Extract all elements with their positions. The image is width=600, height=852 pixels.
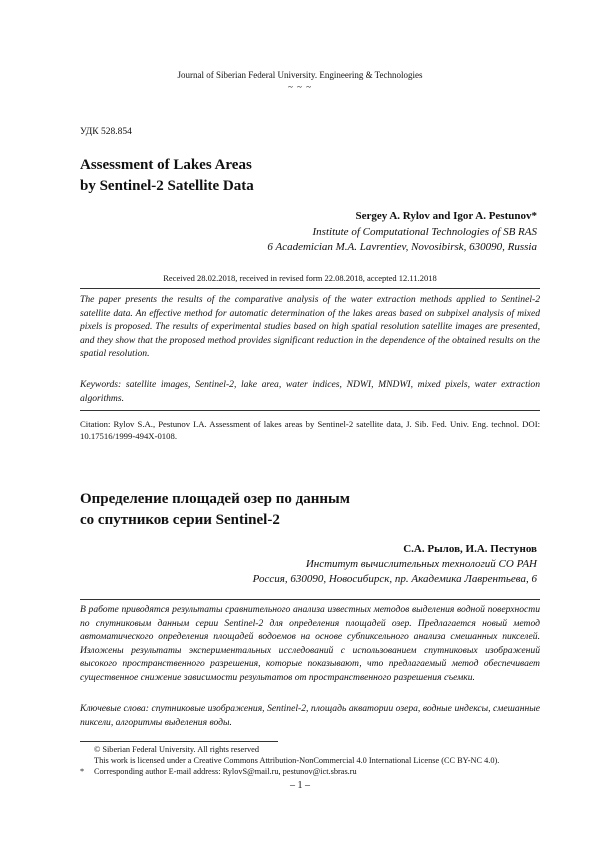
abstract-en: The paper presents the results of the comparative analysis of the water extraction methods applied to Sentinel-2 satellite data. An effective method for automatic determination of the lakes areas based on subpixel analysis of mixed pixels is proposed. The results of experimental studies based on high spatial resolution satellite images are presented, and they show that the proposed method provides significant reduction in the dependence of the obtained results on the spatial resolution. (80, 294, 540, 359)
journal-header: Journal of Siberian Federal University. Engineering & Technologies (177, 70, 423, 80)
affiliation-en (267, 225, 537, 255)
footnote-copyright: © Siberian Federal University. All rights reserved (94, 745, 259, 754)
title-en-line1: Assessment of Lakes Areas (80, 157, 252, 173)
affiliation-ru-line1: Институт вычислительных технологий СО РАН (305, 558, 537, 570)
abstract-ru: В работе приводятся результаты сравнительного анализа известных методов выделения водной поверхности по спутниковым данным серии Sentinel-2 для определения площадей озер. Предлагается новый метод автоматического определения площадей водоемов на основе субпиксельного анализа смешанных пикселей. Изложены результаты экспериментальных исследований с использованием спутниковых изображений высокого пространственного разрешения, которые показывают, что предлагаемый метод обеспечивает существенное снижение зависимости результатов от пространственного разрешения съемки. (80, 604, 540, 683)
authors-ru: С.А. Рылов, И.А. Пестунов (403, 543, 537, 555)
affiliation-en-line2: 6 Academician M.A. Lavrentiev, Novosibirsk, 630090, Russia (267, 241, 537, 253)
affiliation-ru (253, 557, 537, 587)
footnote-rule (80, 741, 278, 742)
divider (80, 288, 540, 289)
footnote-email: Corresponding author E-mail address: RylovS@mail.ru, pestunov@ict.sbras.ru (94, 767, 357, 776)
title-ru (80, 489, 350, 531)
affiliation-en-line1: Institute of Computational Technologies of SB RAS (312, 226, 537, 238)
keywords-ru: Ключевые слова: спутниковые изображения, Sentinel-2, площадь акватории озера, водные индексы, смешанные пиксели, алгоритмы выделения воды. (80, 703, 540, 728)
divider (80, 599, 540, 600)
affiliation-ru-line2: Россия, 630090, Новосибирск, пр. Академика Лаврентьева, 6 (252, 573, 537, 585)
page-number: – 1 – (290, 780, 310, 791)
citation: Citation: Rylov S.A., Pestunov I.A. Assessment of lakes areas by Sentinel-2 satellite data, J. Sib. Fed. Univ. Eng. technol. DOI: 10.17516/1999-494X-0108. (80, 419, 540, 441)
divider (80, 410, 540, 411)
udk-code: УДК 528.854 (80, 127, 132, 137)
footnote-asterisk: * (80, 767, 85, 776)
title-en (80, 155, 254, 197)
keywords-en: Keywords: satellite images, Sentinel-2, lake area, water indices, NDWI, MNDWI, mixed pixels, water extraction algorithms. (80, 379, 540, 404)
title-ru-line1: Определение площадей озер по данным (80, 491, 350, 507)
header-separator: ~ ~ ~ (287, 82, 313, 92)
title-en-line2: by Sentinel-2 Satellite Data (80, 178, 254, 194)
received-dates: Received 28.02.2018, received in revised form 22.08.2018, accepted 12.11.2018 (163, 273, 437, 283)
title-ru-line2: со спутников серии Sentinel-2 (80, 512, 280, 528)
footnote-corresponding (80, 766, 550, 777)
footnote-license: This work is licensed under a Creative Commons Attribution-NonCommercial 4.0 International License (CC BY-NC 4.0). (94, 756, 500, 765)
authors-en: Sergey A. Rylov and Igor A. Pestunov* (355, 210, 537, 222)
